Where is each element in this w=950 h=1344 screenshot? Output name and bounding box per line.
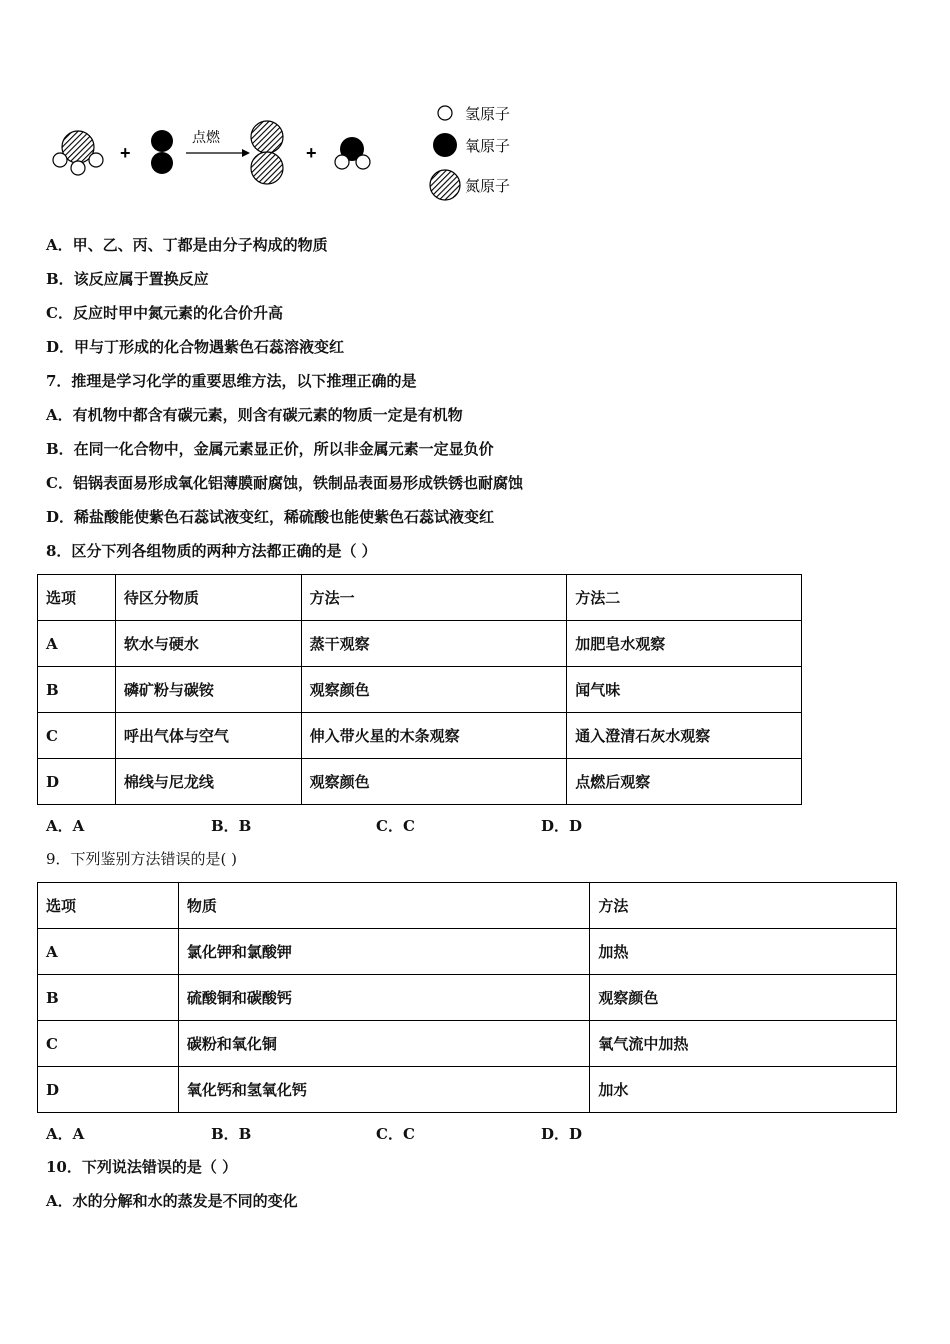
table-cell: 硫酸铜和碳酸钙 <box>178 975 590 1021</box>
table-cell: 通入澄清石灰水观察 <box>567 713 802 759</box>
table-row <box>38 929 897 975</box>
hydrogen-atom-icon <box>438 106 452 120</box>
q8-stem: 8．区分下列各组物质的两种方法都正确的是（ ） <box>46 542 377 560</box>
table-cell: B <box>38 975 179 1021</box>
table-cell: 闻气味 <box>567 667 802 713</box>
table-cell: A <box>38 929 179 975</box>
table-header-cell: 物质 <box>178 883 590 929</box>
table-cell: C <box>38 713 116 759</box>
q8-table <box>37 574 802 805</box>
q10-stem: 10．下列说法错误的是（ ） <box>46 1158 238 1176</box>
q9-choices <box>46 1123 706 1144</box>
legend <box>430 105 510 200</box>
q7-option-a: A．有机物中都含有碳元素，则含有碳元素的物质一定是有机物 <box>46 406 463 424</box>
table-cell: 氯化钾和氯酸钾 <box>178 929 590 975</box>
q7-stem: 7．推理是学习化学的重要思维方法，以下推理正确的是 <box>46 372 417 390</box>
q7-option-c: C．铝锅表面易形成氧化铝薄膜耐腐蚀，铁制品表面易形成铁锈也耐腐蚀 <box>46 474 523 492</box>
arrow-label: 点燃 <box>192 130 220 146</box>
q6-option-c: C．反应时甲中氮元素的化合价升高 <box>46 304 283 322</box>
table-cell: C <box>38 1021 179 1067</box>
table-cell: 加热 <box>590 929 897 975</box>
table-header-cell: 选项 <box>38 883 179 929</box>
reaction-diagram <box>40 95 540 215</box>
table-header-cell: 方法二 <box>567 575 802 621</box>
molecule-nitrogen <box>251 121 283 184</box>
q8-choices <box>46 815 706 836</box>
nitrogen-atom-icon <box>430 170 460 200</box>
legend-label: 氧原子 <box>465 137 511 155</box>
table-row <box>38 1067 897 1113</box>
q7-option-d: D．稀盐酸能使紫色石蕊试液变红，稀硫酸也能使紫色石蕊试液变红 <box>46 508 495 526</box>
q6-option-a: A．甲、乙、丙、丁都是由分子构成的物质 <box>46 236 328 254</box>
choice-a: A．A <box>46 817 85 835</box>
q7-option-b: B．在同一化合物中，金属元素显正价，所以非金属元素一定显负价 <box>46 440 494 458</box>
reaction-arrow <box>186 129 250 157</box>
table-row <box>38 713 802 759</box>
table-header-cell: 选项 <box>38 575 116 621</box>
table-cell: 加肥皂水观察 <box>567 621 802 667</box>
table-cell: 碳粉和氧化铜 <box>178 1021 590 1067</box>
plus-sign: + <box>306 143 317 163</box>
q10-option-a: A．水的分解和水的蒸发是不同的变化 <box>46 1192 298 1210</box>
plus-sign: + <box>120 143 131 163</box>
table-cell: 伸入带火星的木条观察 <box>301 713 567 759</box>
table-cell: 氧化钙和氢氧化钙 <box>178 1067 590 1113</box>
table-row <box>38 667 802 713</box>
table-row <box>38 975 897 1021</box>
choice-b: B．B <box>211 1125 252 1143</box>
table-cell: D <box>38 1067 179 1113</box>
molecule-ammonia <box>53 131 103 175</box>
table-header-cell: 待区分物质 <box>115 575 301 621</box>
table-cell: 点燃后观察 <box>567 759 802 805</box>
table-cell: 加水 <box>590 1067 897 1113</box>
choice-d: D．D <box>541 817 583 835</box>
oxygen-atom-icon <box>433 133 457 157</box>
table-header-row <box>38 883 897 929</box>
legend-label: 氮原子 <box>465 177 511 195</box>
table-cell: 棉线与尼龙线 <box>115 759 301 805</box>
molecule-water <box>335 137 370 169</box>
choice-c: C．C <box>376 1125 415 1143</box>
choice-c: C．C <box>376 817 415 835</box>
table-cell: D <box>38 759 116 805</box>
table-cell: 观察颜色 <box>590 975 897 1021</box>
table-cell: 观察颜色 <box>301 667 567 713</box>
table-row <box>38 621 802 667</box>
table-cell: B <box>38 667 116 713</box>
molecule-oxygen <box>151 130 173 174</box>
legend-label: 氢原子 <box>465 105 511 123</box>
table-cell: 呼出气体与空气 <box>115 713 301 759</box>
q6-option-d: D．甲与丁形成的化合物遇紫色石蕊溶液变红 <box>46 338 345 356</box>
table-row <box>38 1021 897 1067</box>
table-header-cell: 方法 <box>590 883 897 929</box>
table-cell: 观察颜色 <box>301 759 567 805</box>
table-header-cell: 方法一 <box>301 575 567 621</box>
table-cell: 软水与硬水 <box>115 621 301 667</box>
choice-a: A．A <box>46 1125 85 1143</box>
q6-option-b: B．该反应属于置换反应 <box>46 270 209 288</box>
q9-stem: 9．下列鉴别方法错误的是( ) <box>46 850 238 868</box>
table-row <box>38 759 802 805</box>
table-cell: 氧气流中加热 <box>590 1021 897 1067</box>
choice-d: D．D <box>541 1125 583 1143</box>
table-header-row <box>38 575 802 621</box>
choice-b: B．B <box>211 817 252 835</box>
table-cell: 磷矿粉与碳铵 <box>115 667 301 713</box>
q9-table <box>37 882 897 1113</box>
table-cell: A <box>38 621 116 667</box>
table-cell: 蒸干观察 <box>301 621 567 667</box>
